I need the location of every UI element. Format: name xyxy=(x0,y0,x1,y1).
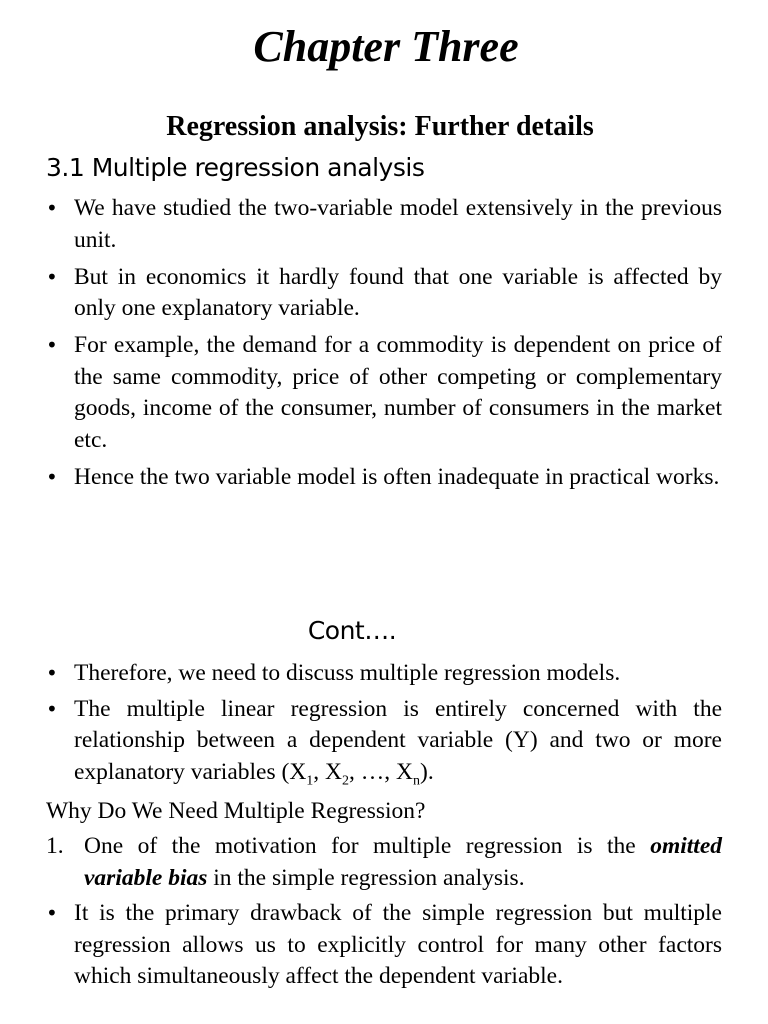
bullet-icon: • xyxy=(46,901,58,925)
continued-heading: Cont…. xyxy=(307,616,397,645)
bullet-icon: • xyxy=(46,196,58,220)
bullet-list-drawback xyxy=(46,898,722,993)
bullet-icon: • xyxy=(46,264,58,289)
list-item-text: For example, the demand for a commodity is dependent on price of the same commodity, price of other competing or complementary goods, income of the consumer, number of consumers in the market etc. xyxy=(74,332,722,453)
bullet-icon: • xyxy=(46,464,58,489)
section-heading: 3.1 Multiple regression analysis xyxy=(46,153,425,182)
bullet-icon: • xyxy=(46,333,58,357)
text-segment: , X xyxy=(313,758,343,785)
bullet-list-intro xyxy=(46,193,722,499)
subscript: 1 xyxy=(306,773,314,789)
list-item xyxy=(46,193,722,256)
why-heading: Why Do We Need Multiple Regression? xyxy=(46,798,426,824)
text-segment: ). xyxy=(420,758,434,785)
text-segment: One of the motivation for multiple regression is the xyxy=(84,833,651,859)
bullet-icon: • xyxy=(46,696,58,721)
list-item-text: It is the primary drawback of the simple regression but multiple regression allows us to explicitly control for many other factors which simultaneously affect the dependent variable. xyxy=(74,900,722,989)
subscript: n xyxy=(413,773,421,789)
list-item-text: Hence the two variable model is often inadequate in practical works. xyxy=(74,463,720,490)
text-segment: in the simple regression analysis. xyxy=(207,864,525,891)
text-segment: , …, X xyxy=(349,758,414,785)
list-item xyxy=(46,330,722,456)
emphasis-text: omitted variable bias xyxy=(84,833,722,891)
list-item xyxy=(46,462,722,494)
text-segment: The multiple linear regression is entirely concerned with the relationship between a dependent variable (Y) and two or more explanatory variables (X xyxy=(74,695,722,785)
list-item xyxy=(46,694,722,789)
list-item xyxy=(46,898,722,993)
numbered-item xyxy=(46,831,722,894)
bullet-list-continued xyxy=(46,658,722,792)
list-item xyxy=(46,658,722,690)
chapter-subtitle: Regression analysis: Further details xyxy=(166,111,594,142)
subscript: 2 xyxy=(342,773,350,789)
numbered-item-text xyxy=(46,831,722,894)
list-item-text xyxy=(74,695,722,789)
list-item-text: We have studied the two-variable model extensively in the previous unit. xyxy=(74,195,722,253)
list-item xyxy=(46,262,722,325)
bullet-icon: • xyxy=(46,661,58,685)
list-item-text: But in economics it hardly found that one variable is affected by only one explanatory variable. xyxy=(74,263,722,321)
chapter-title: Chapter Three xyxy=(253,22,519,71)
list-item-text: Therefore, we need to discuss multiple regression models. xyxy=(74,660,621,686)
item-number: 1. xyxy=(46,833,64,859)
